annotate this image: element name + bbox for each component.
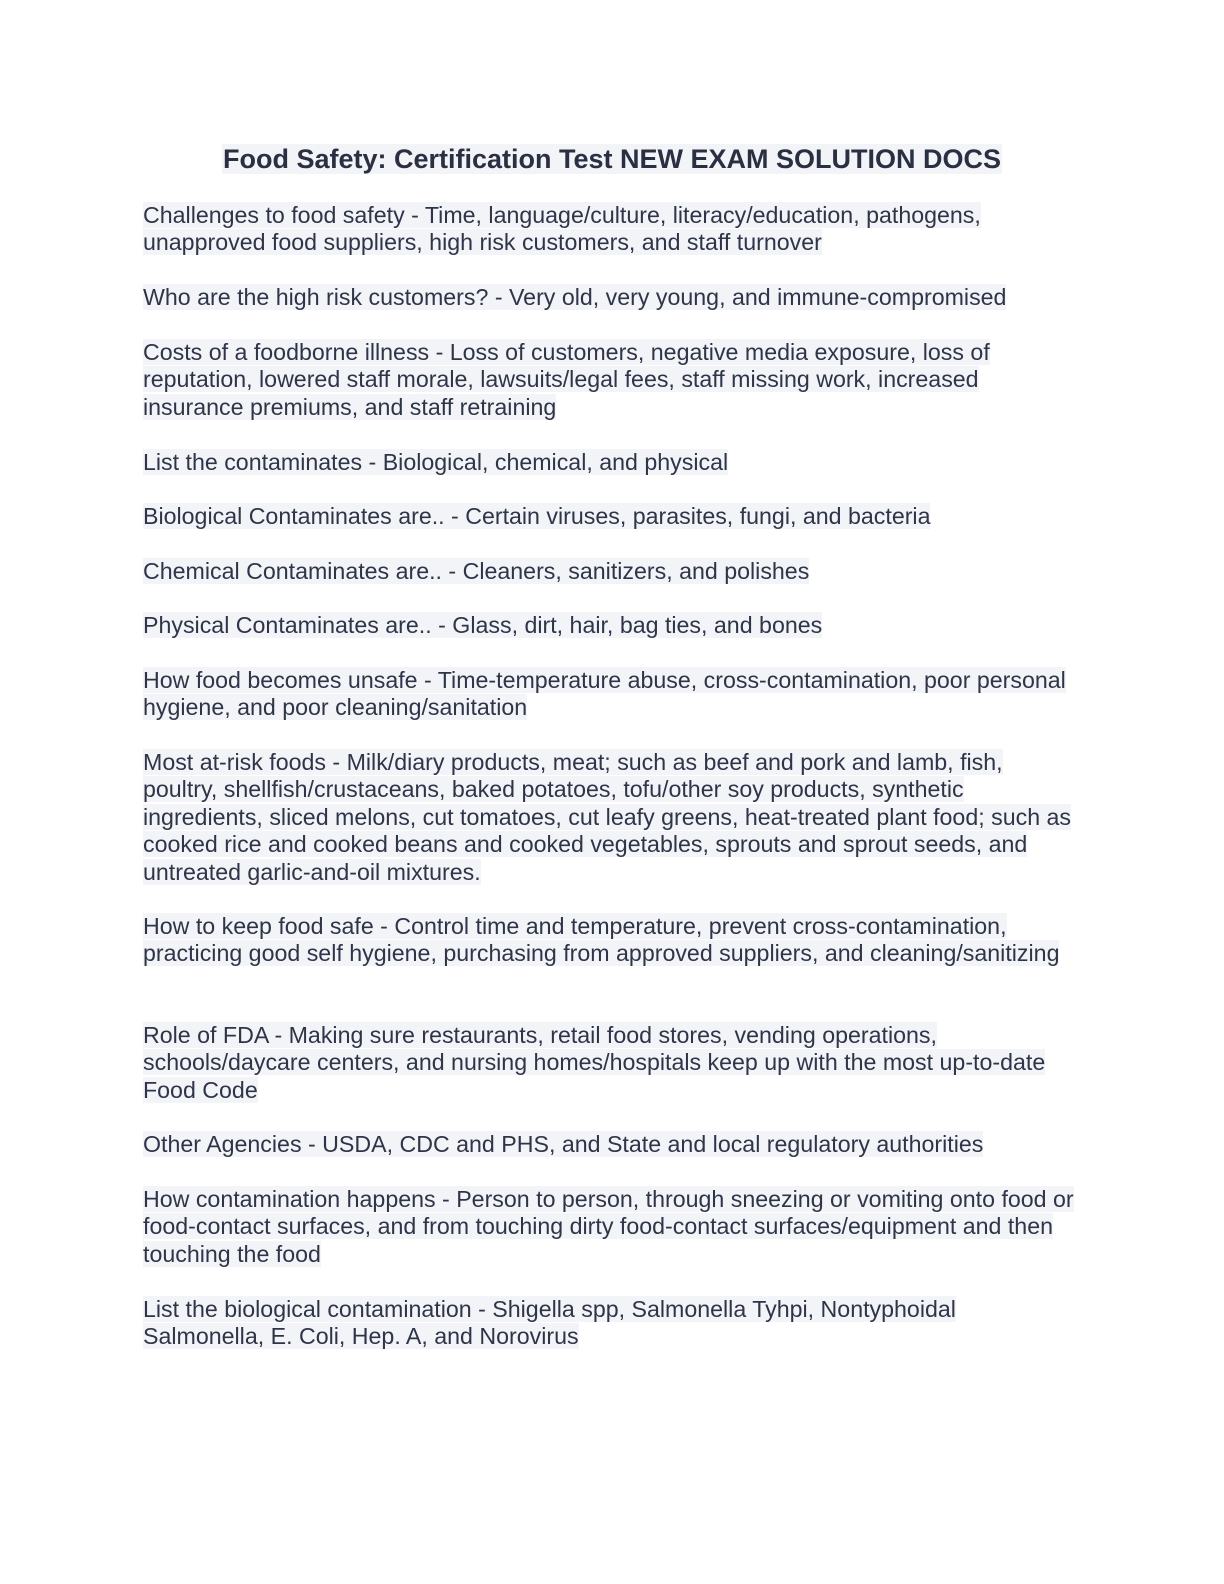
qa-item-high-risk-customers <box>143 284 1083 311</box>
qa-item-text: Challenges to food safety - Time, language/culture, literacy/education, pathogens, unapproved food suppliers, high risk customers, and staff turnover <box>143 202 981 256</box>
qa-item-chemical <box>143 558 1083 585</box>
qa-item-text: List the contaminates - Biological, chemical, and physical <box>143 449 729 475</box>
qa-item-text: Physical Contaminates are.. - Glass, dirt, hair, bag ties, and bones <box>143 612 823 638</box>
qa-item-physical <box>143 612 1083 639</box>
document-title <box>0 142 1224 176</box>
qa-item-text: How contamination happens - Person to person, through sneezing or vomiting onto food or food-contact surfaces, and from touching dirty food-contact surfaces/equipment and then touching the food <box>143 1186 1074 1267</box>
qa-item-at-risk-foods <box>143 749 1083 886</box>
qa-item-biological <box>143 503 1083 530</box>
qa-item-agencies <box>143 1131 1083 1158</box>
qa-item-challenges <box>143 202 1083 257</box>
qa-item-text: Most at-risk foods - Milk/diary products, meat; such as beef and pork and lamb, fish, poultry, shellfish/crustaceans, baked potatoes, tofu/other soy products, synthetic ingredients, sliced melons, cut tomatoes, cut leafy greens, heat-treated plant food; such as cooked rice and cooked beans and cooked vegetables, sprouts and sprout seeds, and untreated garlic-and-oil mixtures. <box>143 749 1072 885</box>
qa-item-text: Costs of a foodborne illness - Loss of customers, negative media exposure, loss of reputation, lowered staff morale, lawsuits/legal fees, staff missing work, increased insurance premiums, and staff retraining <box>143 339 990 420</box>
qa-item-costs <box>143 339 1083 421</box>
qa-item-fda <box>143 1022 1083 1104</box>
qa-item-text: Chemical Contaminates are.. - Cleaners, sanitizers, and polishes <box>143 558 810 584</box>
qa-item-text: Other Agencies - USDA, CDC and PHS, and State and local regulatory authorities <box>143 1131 984 1157</box>
qa-item-contamination-happens <box>143 1186 1083 1268</box>
qa-item-unsafe <box>143 667 1083 722</box>
qa-item-contaminates <box>143 449 1083 476</box>
qa-item-text: Biological Contaminates are.. - Certain viruses, parasites, fungi, and bacteria <box>143 503 931 529</box>
qa-item-text: How to keep food safe - Control time and temperature, prevent cross-contamination, practicing good self hygiene, purchasing from approved suppliers, and cleaning/sanitizing <box>143 913 1060 967</box>
qa-item-biological-list <box>143 1296 1083 1351</box>
qa-item-text: How food becomes unsafe - Time-temperature abuse, cross-contamination, poor personal hygiene, and poor cleaning/sanitation <box>143 667 1066 721</box>
document-title-text: Food Safety: Certification Test NEW EXAM SOLUTION DOCS <box>222 144 1002 174</box>
qa-item-text: Who are the high risk customers? - Very old, very young, and immune-compromised <box>143 284 1007 310</box>
qa-item-keep-safe <box>143 913 1083 968</box>
qa-item-text: List the biological contamination - Shigella spp, Salmonella Tyhpi, Nontyphoidal Salmonella, E. Coli, Hep. A, and Norovirus <box>143 1296 956 1350</box>
qa-item-text: Role of FDA - Making sure restaurants, retail food stores, vending operations, schools/daycare centers, and nursing homes/hospitals keep up with the most up-to-date Food Code <box>143 1022 1046 1103</box>
